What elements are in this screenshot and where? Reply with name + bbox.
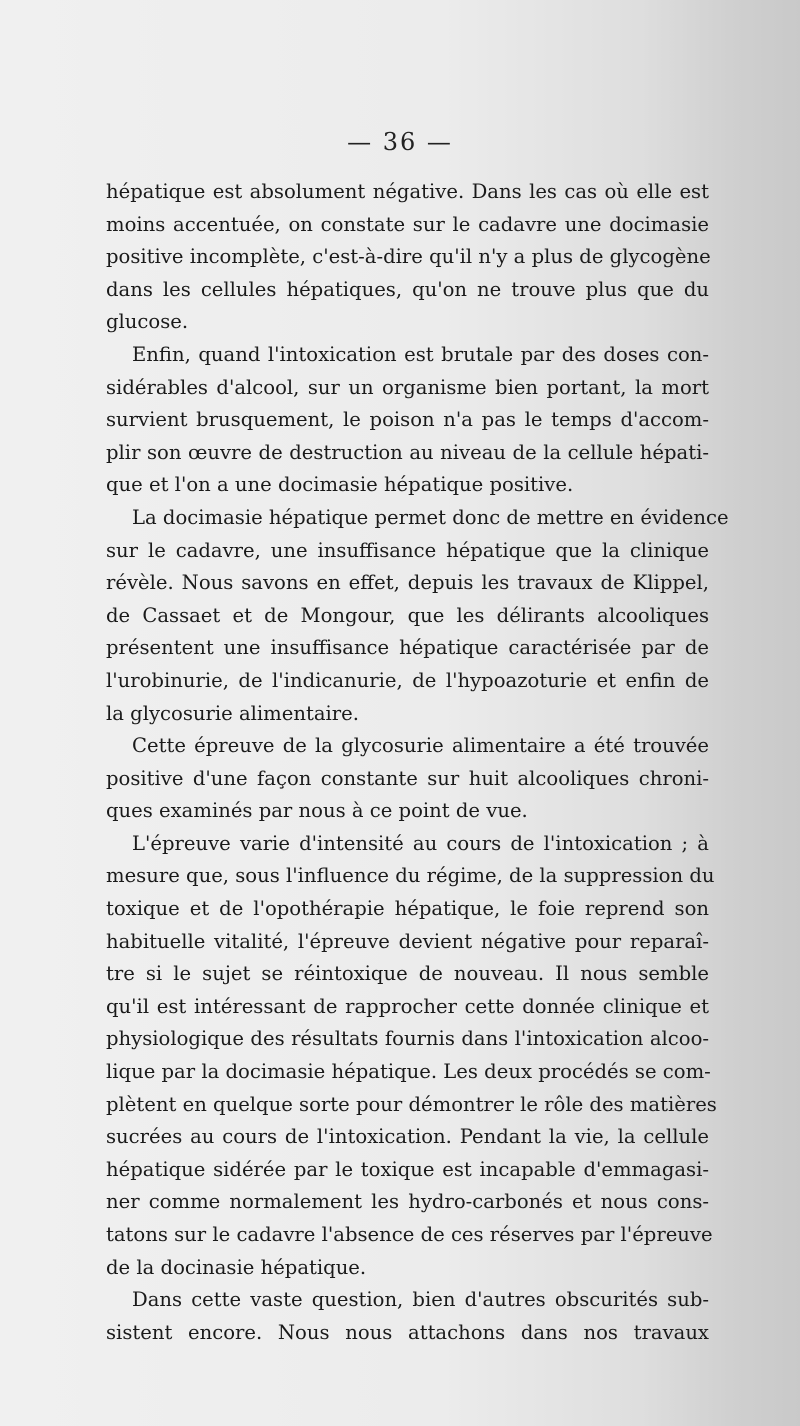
text-line: Cette épreuve de la glycosurie alimentaire a été trouvée [132,734,709,758]
paragraph-3 [106,502,729,730]
page-number: — 36 — [347,128,453,156]
text-line: de Cassaet et de Mongour, que les délirants alcooliques [106,603,709,627]
text-line: La docimasie hépatique permet donc de mettre en évidence [132,505,729,529]
text-line: Dans cette vaste question, bien d'autres obscurités sub- [132,1288,709,1312]
text-line: lique par la docimasie hépatique. Les deux procédés se com- [106,1060,711,1084]
text-line: plètent en quelque sorte pour démontrer le rôle des matières [106,1092,717,1116]
text-line: hépatique sidérée par le toxique est incapable d'emmagasi- [106,1157,709,1181]
text-line: mesure que, sous l'influence du régime, de la suppression du [106,864,715,888]
text-line: survient brusquement, le poison n'a pas le temps d'accom- [106,408,709,432]
text-line: l'urobinurie, de l'indicanurie, de l'hypoazoturie et enfin de [106,668,709,692]
text-line: glucose. [106,310,189,334]
text-line: sistent encore. Nous nous attachons dans nos travaux [106,1320,709,1344]
text-line: sucrées au cours de l'intoxication. Pendant la vie, la cellule [106,1125,709,1149]
text-line: ner comme normalement les hydro-carbonés et nous cons- [106,1190,709,1214]
text-line: hépatique est absolument négative. Dans les cas où elle est [106,180,709,203]
text-line: de la docinasie hépatique. [106,1255,367,1279]
text-line: la glycosurie alimentaire. [106,701,359,725]
text-line: sur le cadavre, une insuffisance hépatique que la clinique [106,538,709,562]
text-line: qu'il est intéressant de rapprocher cette donnée clinique et [106,994,709,1018]
paragraph-1 [106,176,709,339]
paragraph-4 [106,730,709,828]
text-line: dans les cellules hépatiques, qu'on ne trouve plus que du [106,277,709,301]
text-line: toxique et de l'opothérapie hépatique, le foie reprend son [106,897,709,921]
paragraph-2 [106,339,709,502]
paragraph-5 [106,828,717,1284]
paragraph-6 [106,1284,709,1349]
text-line: physiologique des résultats fournis dans l'intoxication alcoo- [106,1027,709,1051]
text-line: ques examinés par nous à ce point de vue. [106,799,528,823]
text-line: que et l'on a une docimasie hépatique positive. [106,473,574,497]
text-line: présentent une insuffisance hépatique caractérisée par de [106,636,709,660]
body-text [106,176,729,1349]
text-line: tatons sur le cadavre l'absence de ces réserves par l'épreuve [106,1223,713,1246]
text-line: moins accentuée, on constate sur le cadavre une docimasie [106,212,709,236]
text-line: sidérables d'alcool, sur un organisme bien portant, la mort [106,375,709,399]
text-line: L'épreuve varie d'intensité au cours de l'intoxication ; à [132,831,709,855]
text-line: révèle. Nous savons en effet, depuis les travaux de Klippel, [106,571,709,595]
text-line: habituelle vitalité, l'épreuve devient négative pour reparaî- [106,929,709,953]
text-line: plir son œuvre de destruction au niveau de la cellule hépati- [106,440,709,464]
text-line: positive incomplète, c'est-à-dire qu'il n'y a plus de glycogène [106,245,711,269]
text-line: Enfin, quand l'intoxication est brutale par des doses con- [132,342,709,366]
text-line: positive d'une façon constante sur huit alcooliques chroni- [106,766,709,790]
text-line: tre si le sujet se réintoxique de nouveau. Il nous semble [106,962,709,986]
